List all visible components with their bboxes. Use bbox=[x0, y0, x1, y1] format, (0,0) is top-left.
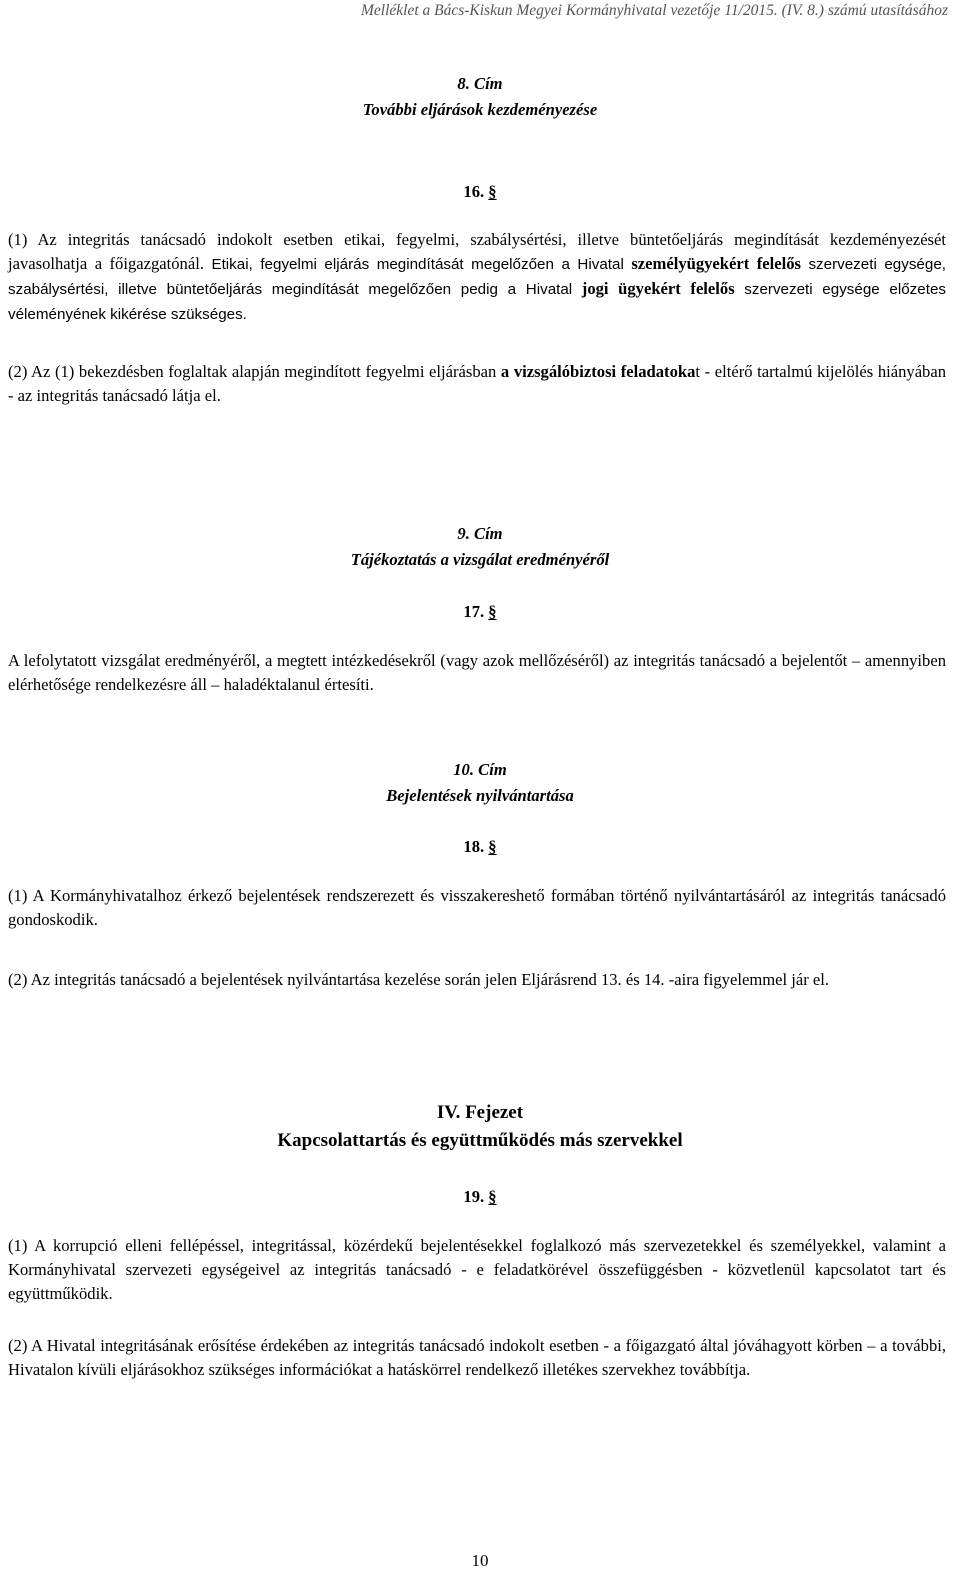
section-16-paragraph-2 bbox=[8, 360, 946, 408]
section-mark: § bbox=[488, 602, 497, 621]
paragraph-text: (1) Az integritás tanácsadó indokolt esetben etikai, fegyelmi, szabálysértési, illetve büntetőeljárás megindítását kezdeményezését javasolhatja a főigazgatónál. bbox=[8, 230, 946, 273]
title-9-name: Tájékoztatás a vizsgálat eredményéről bbox=[350, 550, 610, 569]
section-mark: § bbox=[488, 182, 497, 201]
section-18-paragraph-2: (2) Az integritás tanácsadó a bejelentések nyilvántartása kezelése során jelen Eljárásrend 13. és 14. -aira figyelemmel jár el. bbox=[8, 970, 830, 989]
chapter-number: IV. Fejezet bbox=[436, 1102, 524, 1123]
bold-term: személyügyekért felelős bbox=[631, 254, 801, 273]
chapter-name: Kapcsolattartás és együttműködés más szervekkel bbox=[277, 1130, 683, 1151]
title-9-number: 9. Cím bbox=[457, 524, 503, 543]
title-10-number: 10. Cím bbox=[453, 760, 507, 779]
paragraph-text: t - eltérő tartalmú kijelölés hiányában - az integritás tanácsadó látja el. bbox=[8, 362, 947, 405]
title-8-name: További eljárások kezdeményezése bbox=[362, 100, 598, 119]
paragraph-text: Etikai, fegyelmi eljárás megindítását megelőzően a Hivatal bbox=[211, 256, 624, 273]
section-number: 16. bbox=[463, 182, 485, 201]
section-mark: § bbox=[488, 837, 497, 856]
paragraph-text: szervezeti egysége előzetes véleményének kikérése szükséges. bbox=[8, 281, 946, 323]
section-18-heading bbox=[0, 835, 960, 859]
section-16-paragraph-1 bbox=[8, 228, 946, 327]
section-19-paragraph-1: (1) A korrupció elleni fellépéssel, integritással, közérdekű bejelentésekkel foglalkozó más szervezetekkel és személyekkel, valamint a Kormányhivatal szervezeti egységeivel az integritás tanácsadó - e feladatkörével összefüggésben - közvetlenül kapcsolatot tart és együttműködik. bbox=[8, 1236, 946, 1303]
bold-term: jogi ügyekért felelős bbox=[581, 279, 735, 298]
section-17-heading bbox=[0, 600, 960, 624]
section-19-heading bbox=[0, 1185, 960, 1209]
section-19-paragraph-2: (2) A Hivatal integritásának erősítése érdekében az integritás tanácsadó indokolt esetben - a főigazgató által jóváhagyott körben – a további, Hivatalon kívüli eljárásokhoz szükséges információkat a hatáskörrel rendelkező illetékes szervekhez továbbítja. bbox=[8, 1336, 946, 1379]
section-18-paragraph-1: (1) A Kormányhivatalhoz érkező bejelentések rendszerezett és visszakereshető formában történő nyilvántartásáról az integritás tanácsadó gondoskodik. bbox=[8, 886, 946, 929]
running-header: Melléklet a Bács-Kiskun Megyei Kormányhivatal vezetője 11/2015. (IV. 8.) számú utasításához bbox=[360, 2, 948, 19]
section-number: 17. bbox=[463, 602, 485, 621]
section-17-paragraph: A lefolytatott vizsgálat eredményéről, a megtett intézkedésekről (vagy azok mellőzéséről) az integritás tanácsadó a bejelentőt – amennyiben elérhetősége rendelkezésre áll – haladéktalanul értesíti. bbox=[8, 651, 946, 694]
title-8-number: 8. Cím bbox=[457, 74, 503, 93]
page-number: 10 bbox=[471, 1551, 489, 1570]
section-mark: § bbox=[488, 1187, 497, 1206]
section-number: 18. bbox=[463, 837, 485, 856]
paragraph-text: szervezeti egysége, szabálysértési, illetve büntetőeljárás megindítását megelőzően pedig a Hivatal bbox=[8, 256, 946, 298]
title-10-name: Bejelentések nyilvántartása bbox=[386, 786, 574, 805]
section-number: 19. bbox=[463, 1187, 485, 1206]
paragraph-text: (2) Az (1) bekezdésben foglaltak alapján megindított fegyelmi eljárásban bbox=[8, 362, 497, 381]
bold-term: a vizsgálóbiztosi feladatoka bbox=[500, 362, 696, 381]
section-16-heading bbox=[0, 180, 960, 204]
